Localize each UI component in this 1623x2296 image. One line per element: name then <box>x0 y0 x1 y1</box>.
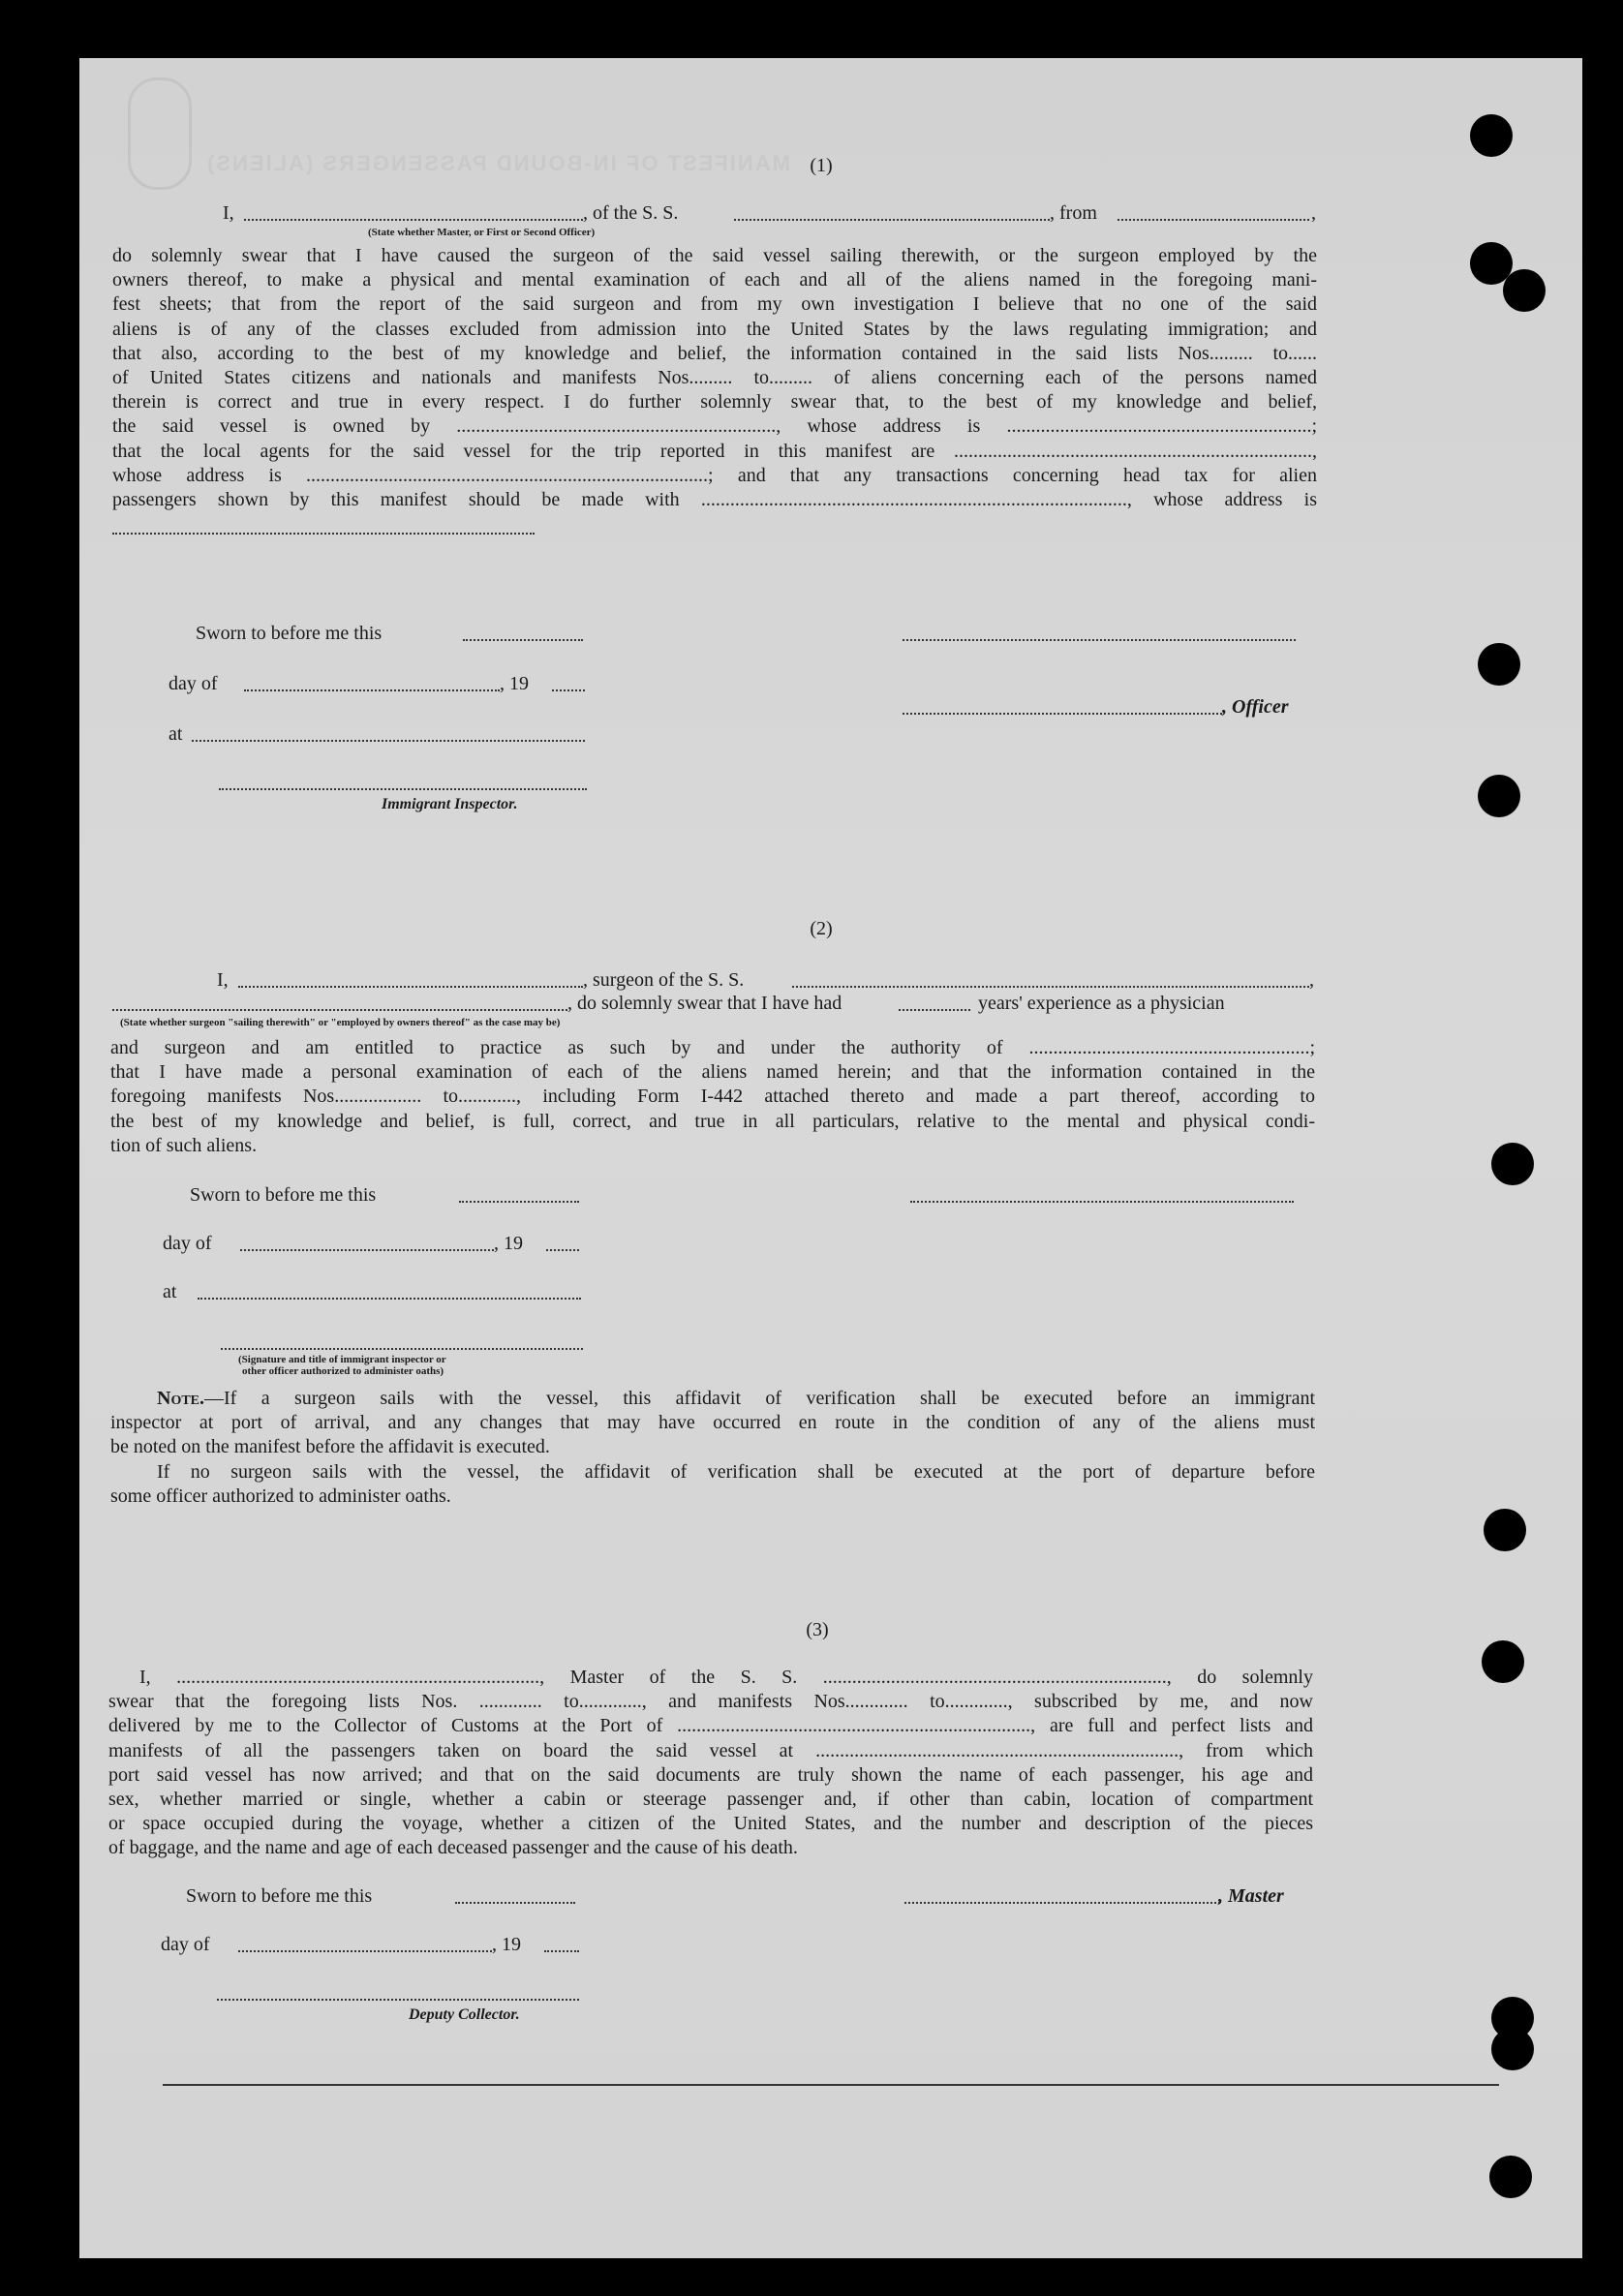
s3-master-signature-field <box>904 1902 1220 1904</box>
s2-line2-years: years' experience as a physician <box>978 993 1225 1014</box>
s2-year-label: , 19 <box>494 1233 523 1254</box>
punch-hole <box>1478 775 1520 817</box>
s2-sworn-field <box>459 1201 579 1203</box>
s2-note-text: —If a surgeon sails with the vessel, this affidavit of verification shall be executed before an immigrant <box>204 1388 1315 1409</box>
s2-line2-swear: , do solemnly swear that I have had <box>567 993 842 1014</box>
s3-day-label: day of <box>161 1934 210 1955</box>
s3-para-line: I, ..........................................................................., Master of the S. S. ......................................................................., do solemnly <box>139 1667 1313 1688</box>
section-3-number: (3) <box>806 1619 829 1640</box>
punch-hole <box>1484 1509 1526 1551</box>
s2-at-label: at <box>163 1281 177 1302</box>
punch-hole <box>1478 643 1520 686</box>
s1-para-line: aliens is of any of the classes excluded from admission into the United States by the laws regulating immigration; and <box>112 318 1317 340</box>
punch-hole <box>1491 1143 1534 1185</box>
punch-hole <box>1503 269 1546 312</box>
s1-officer-field <box>244 219 583 221</box>
s1-year-field <box>552 689 585 691</box>
s2-day-field <box>240 1249 494 1251</box>
s2-line2-note: (State whether surgeon "sailing therewith" or "employed by owners thereof" as the case may be) <box>120 1017 561 1028</box>
s2-sworn-label: Sworn to before me this <box>190 1184 377 1206</box>
section-2-number: (2) <box>810 918 833 939</box>
s2-year-field <box>546 1249 579 1251</box>
s3-para-line: manifests of all the passengers taken on board the said vessel at ..........................................................................., from which <box>108 1739 1313 1761</box>
s2-note-line: If no surgeon sails with the vessel, the affidavit of verification shall be executed at the port of departure before <box>157 1460 1315 1483</box>
s1-inspector-signature-field <box>219 788 587 790</box>
s3-para-line: or space occupied during the voyage, whether a citizen of the United States, and the number and description of the pieces <box>108 1813 1313 1835</box>
s1-at-label: at <box>168 723 183 745</box>
s3-para-line: sex, whether married or single, whether a cabin or steerage passenger and, if other than cabin, location of compartment <box>108 1789 1313 1811</box>
s2-inspector-signature-top <box>910 1201 1294 1203</box>
s2-para-line: foregoing manifests Nos.................. to............, including Form I-442 attached thereto and made a part thereof, according to <box>110 1086 1315 1108</box>
s3-year-field <box>544 1950 579 1952</box>
s3-day-field <box>238 1950 492 1952</box>
s2-note-paragraph <box>110 1387 1315 1509</box>
s3-master-label: , Master <box>1218 1885 1284 1907</box>
s3-para-line: port said vessel has now arrived; and that on the said documents are truly shown the name of each passenger, his age and <box>108 1763 1313 1786</box>
s1-oath-paragraph <box>112 244 1317 512</box>
s1-vessel-field <box>734 219 1050 221</box>
s2-note-line: be noted on the manifest before the affidavit is executed. <box>110 1436 550 1458</box>
s1-line1-comma: , <box>1311 202 1316 224</box>
s2-note-line: inspector at port of arrival, and any changes that may have occurred en route in the condition of any of the aliens must <box>110 1412 1315 1434</box>
s2-status-field <box>112 1009 567 1011</box>
s2-years-field <box>899 1009 970 1011</box>
punch-hole <box>1482 1640 1524 1683</box>
section-1-number: (1) <box>810 155 833 176</box>
s3-year-label: , 19 <box>492 1934 521 1955</box>
s2-para-line: and surgeon and am entitled to practice as such by and under the authority of ..........................................................; <box>110 1037 1315 1058</box>
s2-para-line: the best of my knowledge and belief, is full, correct, and true in all particulars, relative to the mental and physical condi- <box>110 1110 1315 1132</box>
s1-year-label: , 19 <box>500 673 529 694</box>
s3-collector-label: Deputy Collector. <box>409 2006 520 2023</box>
s2-line1-comma: , <box>1309 969 1314 991</box>
s2-sig-note-1: (Signature and title of immigrant inspector or <box>238 1354 446 1365</box>
form-page <box>79 58 1582 2258</box>
s3-sworn-label: Sworn to before me this <box>186 1885 373 1907</box>
s1-para-line: fest sheets; that from the report of the said surgeon and from my own investigation I believe that no one of the said <box>112 293 1317 316</box>
s1-para-line: owners thereof, to make a physical and mental examination of each and all of the aliens named in the foregoing mani- <box>112 269 1317 291</box>
s1-officer-label: , Officer <box>1222 696 1289 718</box>
s1-officer-signature-field <box>903 713 1222 715</box>
s1-para-line: of United States citizens and nationals and manifests Nos......... to......... of aliens concerning each of the persons named <box>112 367 1317 389</box>
s1-line1-from: , from <box>1050 202 1097 224</box>
s2-day-label: day of <box>163 1233 212 1254</box>
s2-note-line: some officer authorized to administer oaths. <box>110 1485 451 1507</box>
bleed-through-text: MANIFEST OF IN-BOUND PASSENGERS (ALIENS) <box>205 151 790 175</box>
s1-para-line: therein is correct and true in every respect. I do further solemnly swear that, to the best of my knowledge and belief, <box>112 391 1317 413</box>
s1-para-line: that the local agents for the said vessel for the trip reported in this manifest are .........................................................................., <box>112 440 1317 462</box>
s2-surgeon-name-field <box>238 986 583 988</box>
s2-para-line: tion of such aliens. <box>110 1134 258 1156</box>
s3-para-line: swear that the foregoing lists Nos. ............. to............., and manifests Nos............. to............., subscribed by me, and now <box>108 1691 1313 1713</box>
s3-oath-paragraph <box>108 1666 1313 1861</box>
s1-inspector-label: Immigrant Inspector. <box>382 796 518 812</box>
s2-line1-surgeon: , surgeon of the S. S. <box>583 969 745 991</box>
s1-officer-signature-top <box>903 639 1296 641</box>
s1-day-field <box>244 689 500 691</box>
s3-sworn-field <box>455 1902 575 1904</box>
s1-line1-note: (State whether Master, or First or Second Officer) <box>368 227 596 238</box>
s1-para-line: whose address is ...................................................................................; and that any transactions concerning head tax for alien <box>112 464 1317 486</box>
s2-oath-paragraph <box>110 1036 1315 1158</box>
s1-para-line: do solemnly swear that I have caused the surgeon of the said vessel sailing therewith, or the surgeon employed by the <box>112 245 1317 266</box>
s2-note-label: Note. <box>157 1388 205 1409</box>
s1-line1-of-ss: , of the S. S. <box>583 202 679 224</box>
s2-para-line: that I have made a personal examination of each of the aliens named herein; and that the information contained in the <box>110 1061 1315 1084</box>
s2-note-line <box>110 1387 1315 1411</box>
s1-day-label: day of <box>168 673 218 694</box>
s1-para-line: that also, according to the best of my knowledge and belief, the information contained in the said lists Nos......... to...... <box>112 342 1317 364</box>
punch-hole <box>1470 114 1513 157</box>
punch-hole <box>1489 2156 1532 2198</box>
s1-sworn-label: Sworn to before me this <box>196 623 383 644</box>
s1-line1-I: I, <box>223 202 234 224</box>
s1-para-line: the said vessel is owned by .................................................................., whose address is ...............................................................; <box>112 415 1317 438</box>
s2-authority-signature-field <box>221 1348 583 1350</box>
s1-sworn-field <box>463 639 583 641</box>
s2-line1-I: I, <box>217 969 229 991</box>
s1-from-field <box>1118 219 1309 221</box>
s2-at-field <box>198 1298 581 1300</box>
s3-collector-signature-field <box>217 1999 579 2001</box>
s2-sig-note-2: other officer authorized to administer oaths) <box>242 1365 444 1377</box>
s2-vessel-field <box>792 986 1309 988</box>
s1-at-field <box>192 740 585 742</box>
s3-para-line: of baggage, and the name and age of each deceased passenger and the cause of his death. <box>108 1837 798 1859</box>
punch-hole <box>1491 2028 1534 2070</box>
s1-address-continuation <box>112 533 535 535</box>
s1-para-line: passengers shown by this manifest should be made with ........................................................................................, whose address is <box>112 489 1317 511</box>
bottom-rule <box>163 2084 1499 2086</box>
s3-para-line: delivered by me to the Collector of Customs at the Port of ........................................................................., are full and perfect lists and <box>108 1715 1313 1737</box>
